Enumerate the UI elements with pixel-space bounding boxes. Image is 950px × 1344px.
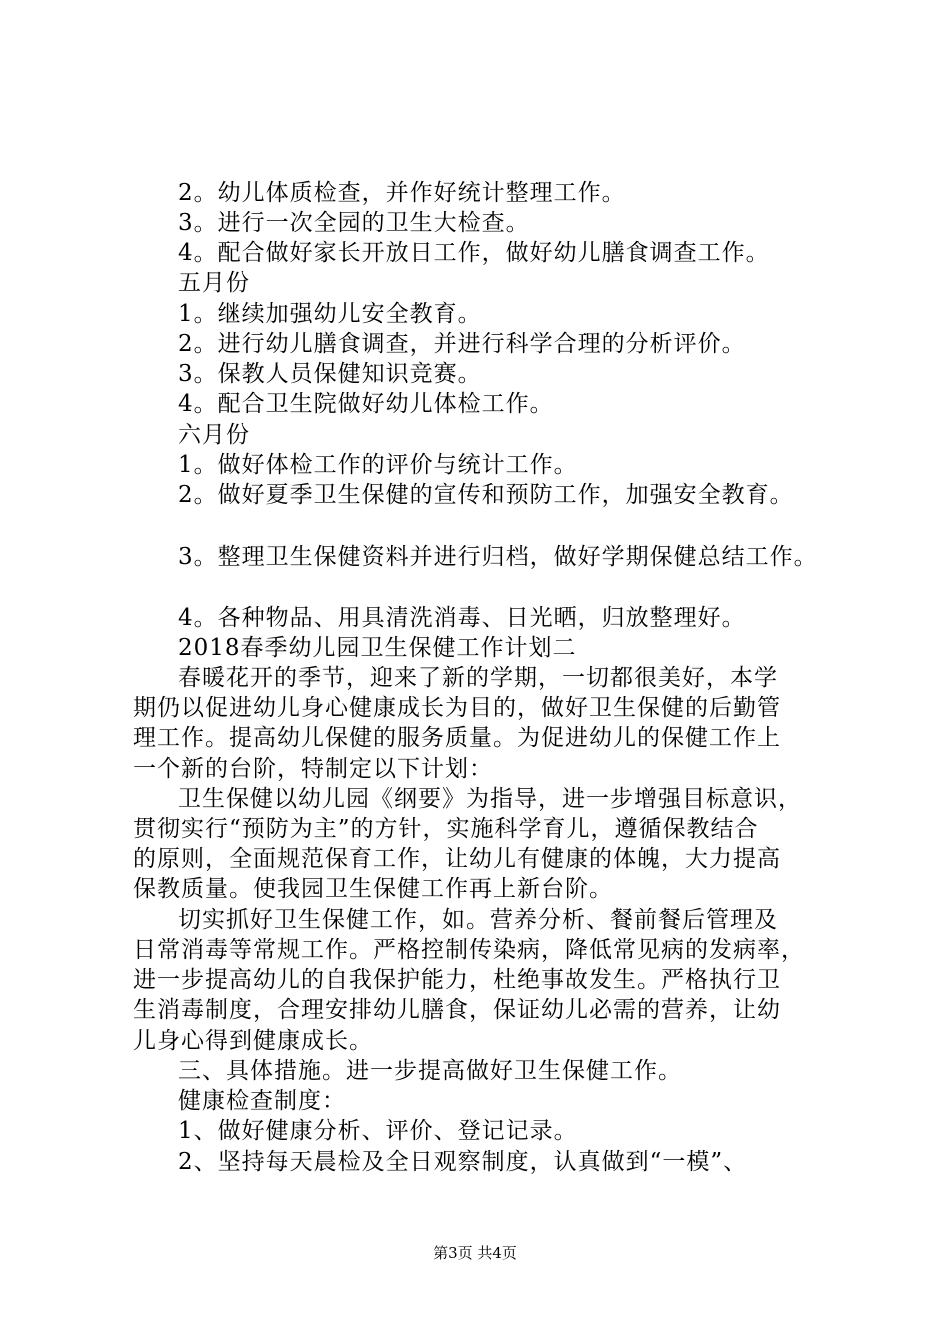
text-line: 1、做好健康分析、评价、登记记录。: [178, 1118, 578, 1144]
paragraph-line: 保教质量。使我园卫生保健工作再上新台阶。: [133, 876, 613, 902]
paragraph-line: 贯彻实行“预防为主”的方针，实施科学育儿，遵循保教结合: [133, 816, 759, 842]
section-heading: 六月份: [178, 422, 250, 448]
text-line: 2、坚持每天晨检及全日观察制度，认真做到“一模”、: [178, 1149, 748, 1175]
text-line: 3。整理卫生保健资料并进行归档，做好学期保健总结工作。: [178, 544, 818, 570]
text-line: 1。继续加强幼儿安全教育。: [178, 301, 482, 327]
paragraph-line: 儿身心得到健康成长。: [133, 1028, 373, 1054]
text-line: 2。进行幼儿膳食调查，并进行科学合理的分析评价。: [178, 331, 746, 357]
paragraph-line: 的原则，全面规范保育工作，让幼儿有健康的体魄，大力提高: [133, 846, 781, 872]
paragraph-line: 期仍以促进幼儿身心健康成长为目的，做好卫生保健的后勤管: [133, 695, 781, 721]
paragraph-line: 生消毒制度，合理安排幼儿膳食，保证幼儿必需的营养，让幼: [133, 997, 781, 1023]
paragraph-line: 日常消毒等常规工作。严格控制传染病，降低常见病的发病率，: [133, 937, 805, 963]
section-heading: 健康检查制度：: [178, 1088, 346, 1114]
text-line: 2。做好夏季卫生保健的宣传和预防工作，加强安全教育。: [178, 482, 794, 508]
document-title: 2018春季幼儿园卫生保健工作计划二: [178, 635, 577, 661]
paragraph-line: 一个新的台阶，特制定以下计划：: [133, 756, 493, 782]
text-line: 2。幼儿体质检查，并作好统计整理工作。: [178, 180, 626, 206]
text-line: 4。配合做好家长开放日工作，做好幼儿膳食调查工作。: [178, 240, 770, 266]
paragraph-line: 进一步提高幼儿的自我保护能力，杜绝事故发生。严格执行卫: [133, 967, 781, 993]
page-footer: 第3页 共4页: [433, 1244, 517, 1262]
text-line: 3。保教人员保健知识竞赛。: [178, 361, 482, 387]
paragraph-line: 卫生保健以幼儿园《纲要》为指导，进一步增强目标意识，: [178, 786, 802, 812]
text-line: 3。进行一次全园的卫生大检查。: [178, 210, 530, 236]
paragraph-line: 切实抓好卫生保健工作，如。营养分析、餐前餐后管理及: [178, 907, 778, 933]
section-heading: 五月份: [178, 270, 250, 296]
text-line: 1。做好体检工作的评价与统计工作。: [178, 452, 578, 478]
paragraph-line: 春暖花开的季节，迎来了新的学期，一切都很美好，本学: [178, 665, 778, 691]
text-line: 4。各种物品、用具清洗消毒、日光晒，归放整理好。: [178, 605, 746, 631]
paragraph-line: 理工作。提高幼儿保健的服务质量。为促进幼儿的保健工作上: [133, 725, 781, 751]
text-line: 4。配合卫生院做好幼儿体检工作。: [178, 391, 554, 417]
section-heading: 三、具体措施。进一步提高做好卫生保健工作。: [178, 1058, 682, 1084]
